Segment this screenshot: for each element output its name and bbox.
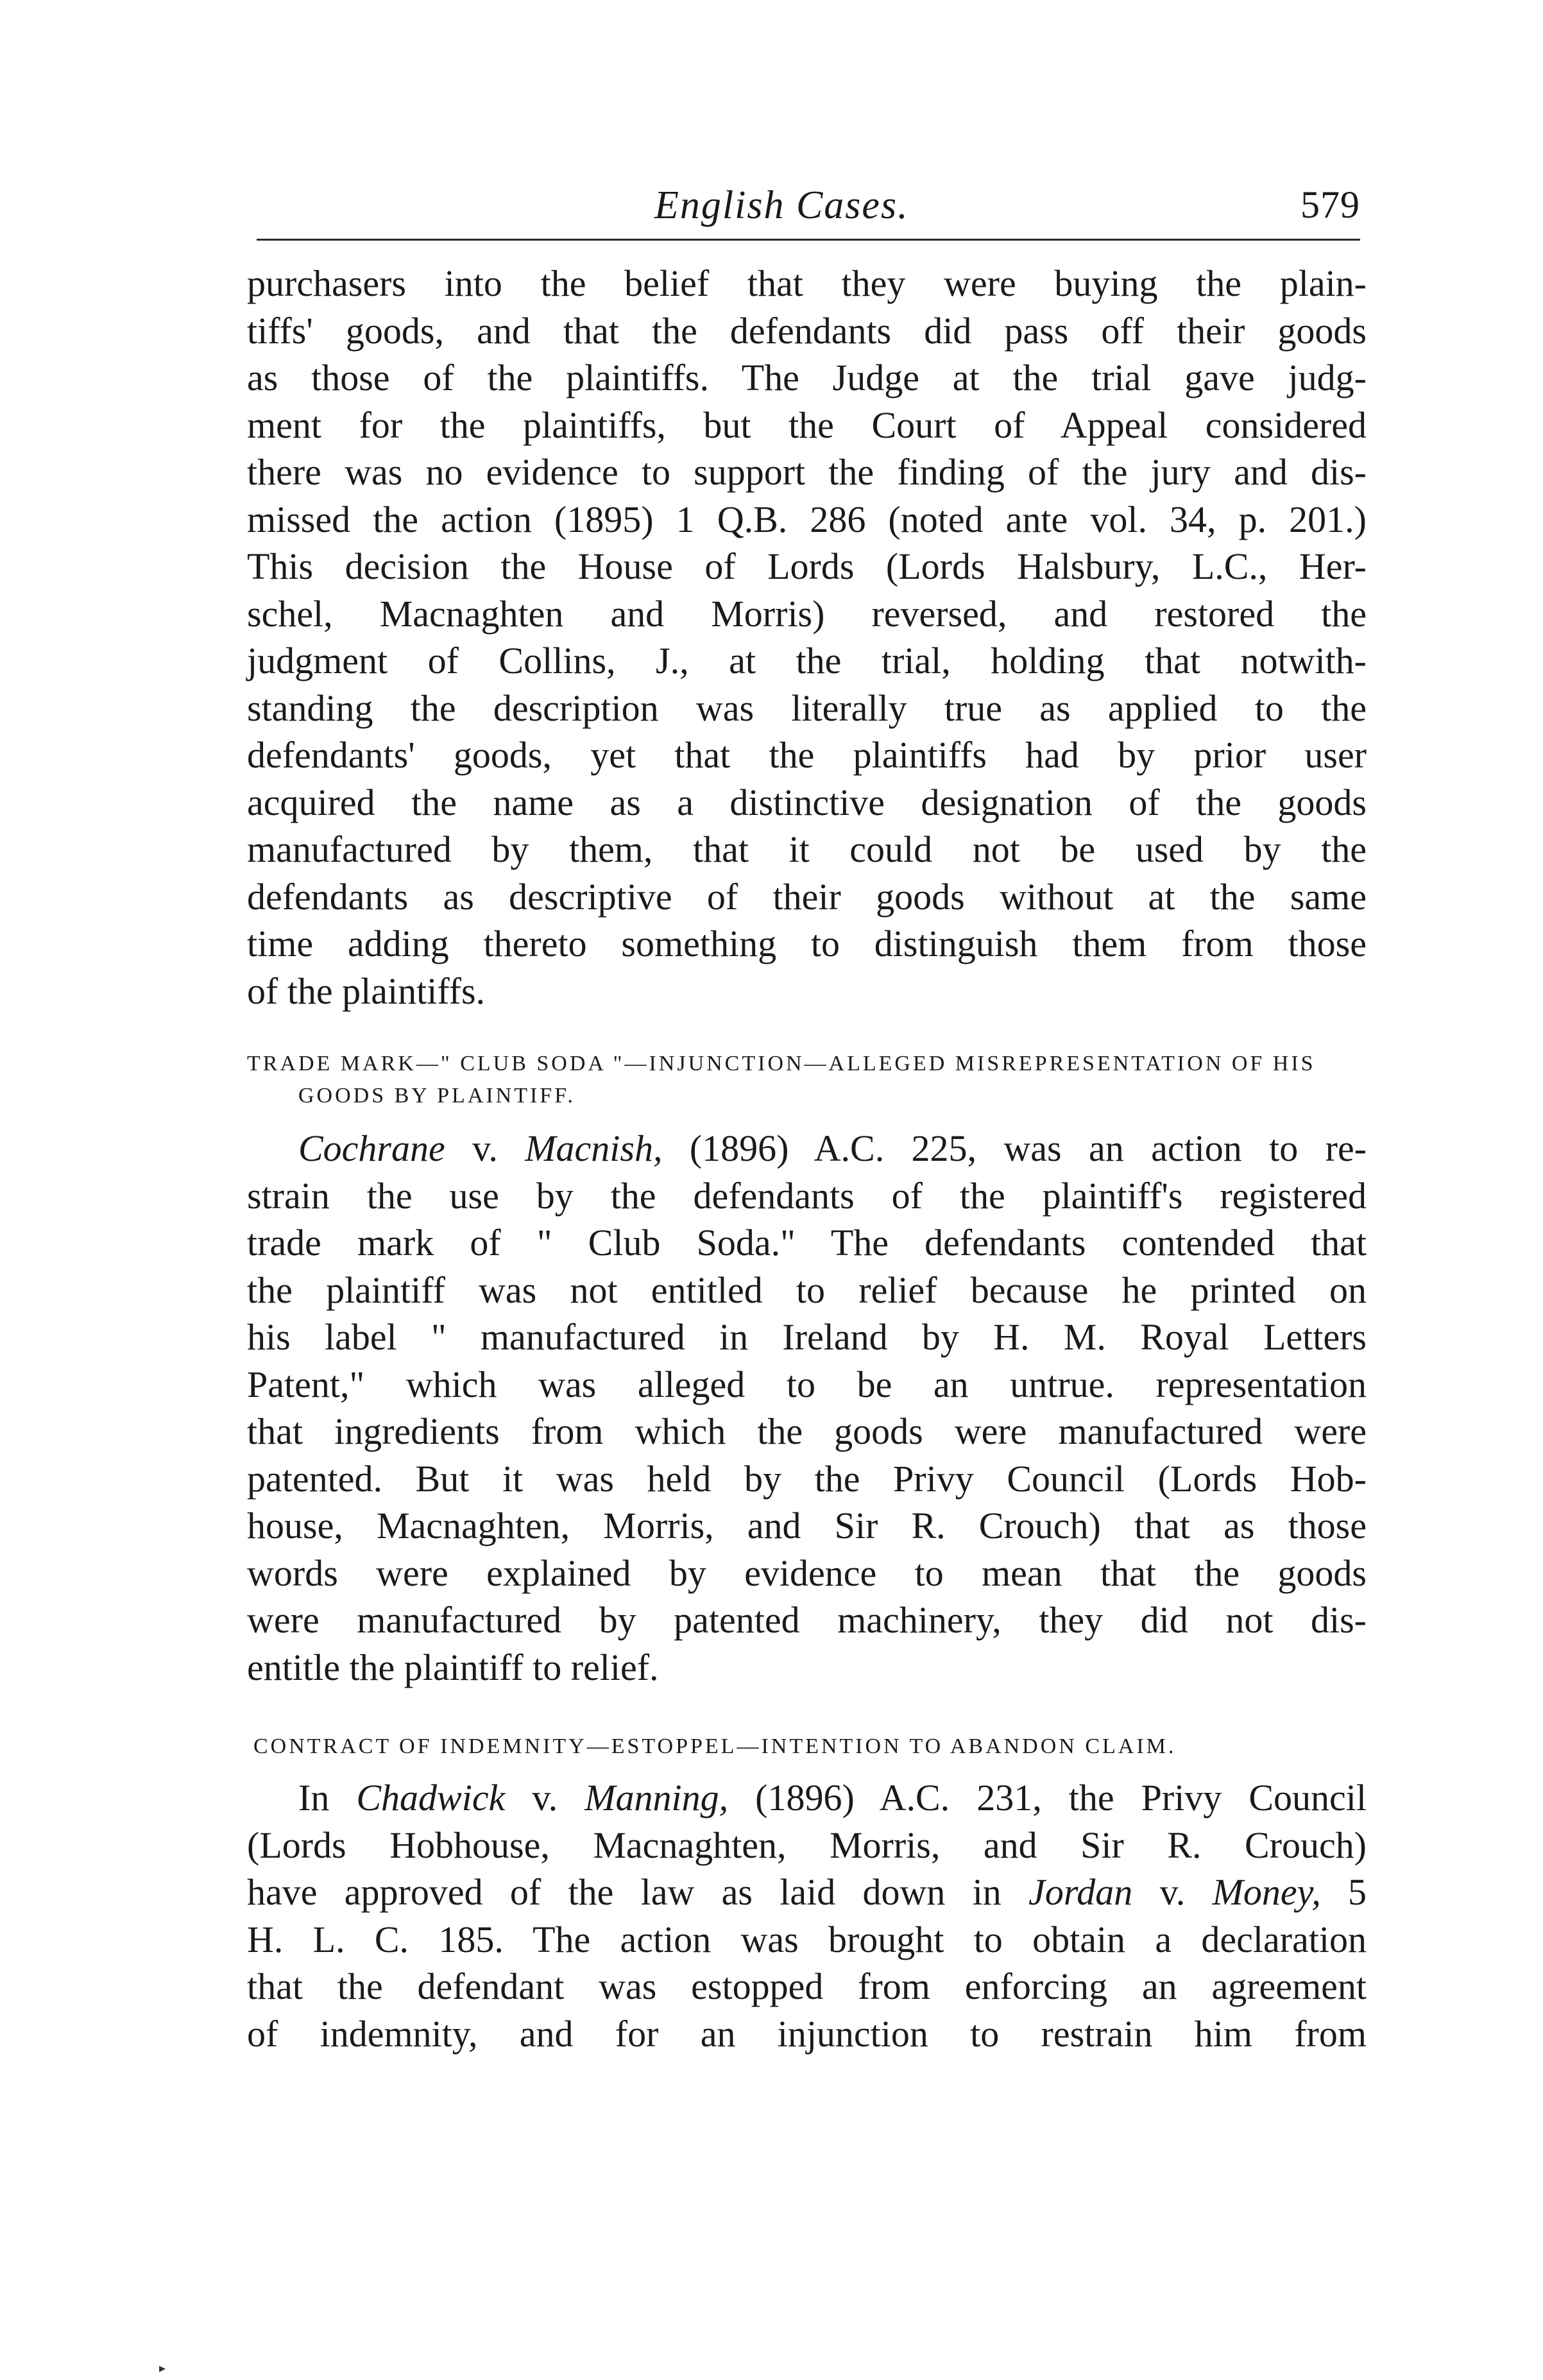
text-line: were manufactured by patented machinery, they did not dis- bbox=[247, 1599, 1367, 1641]
heading-line: GOODS BY PLAINTIFF. bbox=[298, 1084, 575, 1108]
text-line: strain the use by the defendants of the plaintiff's registered bbox=[247, 1174, 1367, 1217]
case-v: v. bbox=[445, 1127, 525, 1169]
text-fragment: have approved of the law as laid down in bbox=[247, 1871, 1029, 1913]
text-line: Patent," which was alleged to be an untrue. representation bbox=[247, 1363, 1367, 1405]
paragraph-chadwick bbox=[247, 1774, 1367, 2057]
text-line: as those of the plaintiffs. The Judge at the trial gave judg- bbox=[247, 357, 1367, 398]
header-rule bbox=[257, 239, 1360, 241]
text-line: defendants as descriptive of their goods without at the same bbox=[247, 875, 1367, 918]
text-line: his label " manufactured in Ireland by H. M. Royal Letters bbox=[247, 1316, 1367, 1358]
text-line: entitle the plaintiff to relief. bbox=[247, 1646, 659, 1688]
text-fragment: (1896) A.C. 225, was an action to re- bbox=[662, 1127, 1367, 1169]
text-line: that ingredients from which the goods were manufactured were bbox=[247, 1410, 1367, 1452]
text-line: the plaintiff was not entitled to relief because he printed on bbox=[247, 1269, 1367, 1311]
text-fragment: In bbox=[298, 1777, 357, 1819]
text-line: time adding thereto something to distinguish them from those bbox=[247, 923, 1367, 964]
section-heading-trade-mark bbox=[247, 1048, 1367, 1112]
text-line: words were explained by evidence to mean that the goods bbox=[247, 1552, 1367, 1594]
running-head: English Cases. bbox=[654, 184, 909, 227]
text-line: judgment of Collins, J., at the trial, holding that notwith- bbox=[247, 640, 1367, 681]
scan-mark: ▸ bbox=[159, 2361, 166, 2376]
text-line: of indemnity, and for an injunction to restrain him from bbox=[247, 2012, 1367, 2055]
text-line bbox=[247, 1869, 1367, 1916]
text-line: house, Macnaghten, Morris, and Sir R. Crouch) that as those bbox=[247, 1505, 1367, 1546]
text-line: patented. But it was held by the Privy Council (Lords Hob- bbox=[247, 1457, 1367, 1500]
text-line: standing the description was literally true as applied to the bbox=[247, 687, 1367, 729]
text-line: that the defendant was estopped from enforcing an agreement bbox=[247, 1965, 1367, 2007]
text-line: of the plaintiffs. bbox=[247, 970, 486, 1012]
case-v: v. bbox=[505, 1777, 585, 1819]
text-line bbox=[247, 1125, 1367, 1172]
text-line: H. L. C. 185. The action was brought to obtain a declaration bbox=[247, 1918, 1367, 1960]
text-line: defendants' goods, yet that the plaintiffs had by prior user bbox=[247, 734, 1367, 776]
page-header bbox=[257, 183, 1360, 234]
case-v: v. bbox=[1132, 1871, 1213, 1913]
text-line: tiffs' goods, and that the defendants did pass off their goods bbox=[247, 309, 1367, 352]
heading-line: CONTRACT OF INDEMNITY—ESTOPPEL—INTENTION TO ABANDON CLAIM. bbox=[253, 1734, 1177, 1758]
text-line: acquired the name as a distinctive designation of the goods bbox=[247, 781, 1367, 823]
text-line: schel, Macnaghten and Morris) reversed, and restored the bbox=[247, 592, 1367, 635]
paragraph-cochrane bbox=[247, 1125, 1367, 1691]
case-name: Macnish, bbox=[525, 1127, 663, 1169]
text-line: manufactured by them, that it could not be used by the bbox=[247, 828, 1367, 870]
text-fragment: 5 bbox=[1320, 1871, 1367, 1913]
case-name: Jordan bbox=[1028, 1871, 1133, 1913]
case-name: Chadwick bbox=[356, 1777, 506, 1819]
paragraph-continued bbox=[247, 260, 1367, 1014]
text-line: ment for the plaintiffs, but the Court of Appeal considered bbox=[247, 404, 1367, 446]
text-line: This decision the House of Lords (Lords Halsbury, L.C., Her- bbox=[247, 545, 1367, 587]
case-name: Money, bbox=[1212, 1871, 1321, 1913]
text-line: trade mark of " Club Soda." The defendants contended that bbox=[247, 1222, 1367, 1263]
text-line: (Lords Hobhouse, Macnaghten, Morris, and Sir R. Crouch) bbox=[247, 1824, 1367, 1866]
text-line bbox=[247, 1774, 1367, 1822]
case-name: Cochrane bbox=[298, 1127, 445, 1169]
heading-line: TRADE MARK—" CLUB SODA "—INJUNCTION—ALLEGED MISREPRESENTATION OF HIS bbox=[247, 1052, 1316, 1075]
text-fragment: (1896) A.C. 231, the Privy Council bbox=[728, 1777, 1367, 1819]
page-number: 579 bbox=[1300, 184, 1360, 226]
text-line: there was no evidence to support the finding of the jury and dis- bbox=[247, 451, 1367, 493]
case-name: Manning, bbox=[584, 1777, 729, 1819]
page-body bbox=[247, 260, 1367, 2057]
text-line: purchasers into the belief that they were buying the plain- bbox=[247, 262, 1367, 304]
text-line: missed the action (1895) 1 Q.B. 286 (noted ante vol. 34, p. 201.) bbox=[247, 498, 1367, 540]
section-heading-contract bbox=[247, 1731, 1367, 1763]
